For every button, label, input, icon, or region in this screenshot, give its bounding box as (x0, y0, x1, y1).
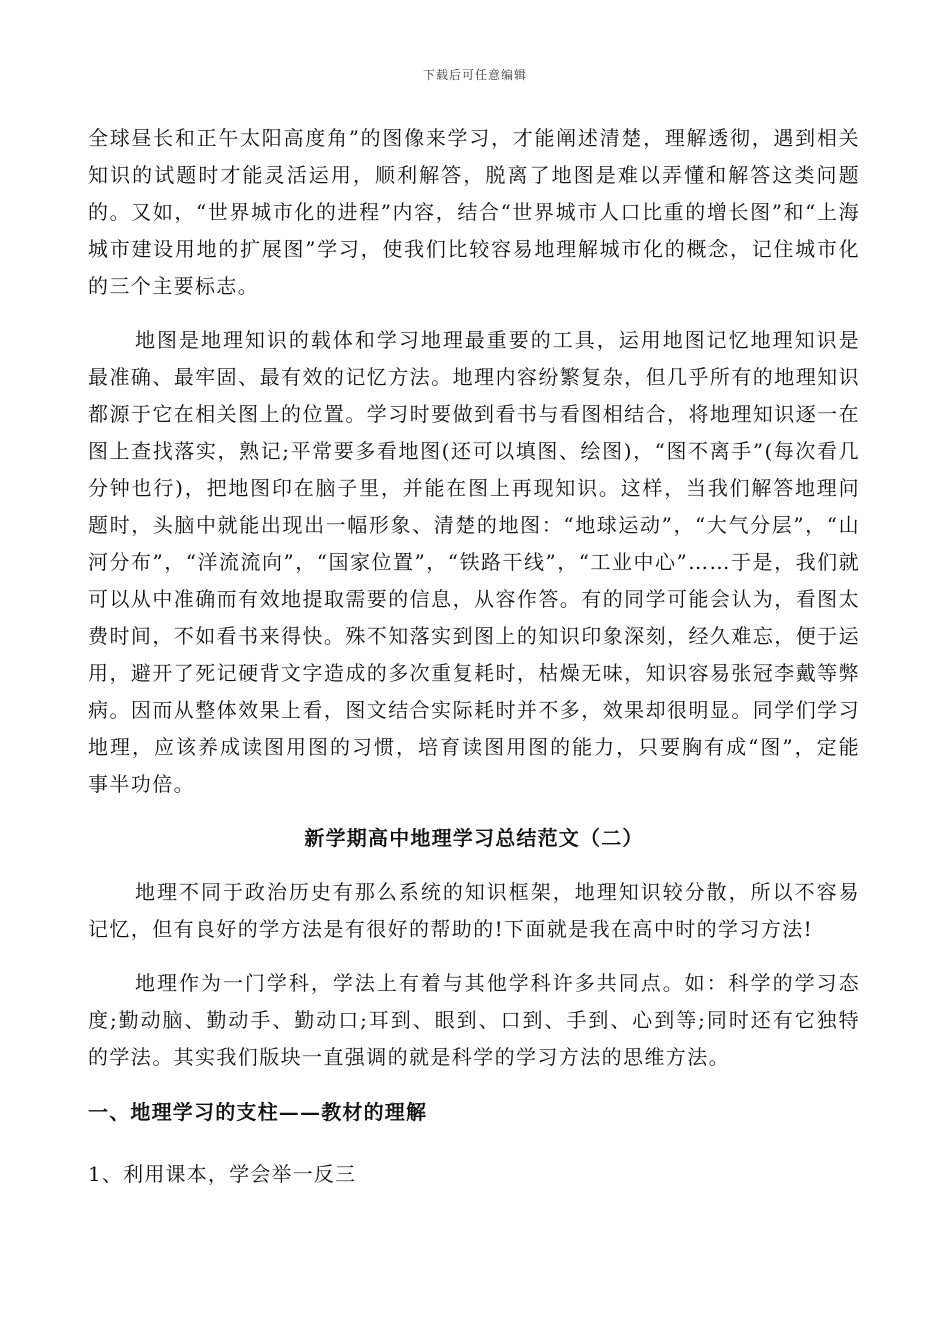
paragraph-intro: 地理不同于政治历史有那么系统的知识框架，地理知识较分散，所以不容易记忆，但有良好的学方法是有很好的帮助的!下面就是我在高中时的学习方法! (88, 880, 860, 941)
document-body (88, 120, 860, 1193)
paragraph-map-learning-continued: 全球昼长和正午太阳高度角”的图像来学习，才能阐述清楚，理解透彻，遇到相关知识的试题时才能灵活运用，顺利解答，脱离了地图是难以弄懂和解答这类问题的。又如，“世界城市化的进程”内容，结合“世界城市人口比重的增长图”和“上海城市建设用地的扩展图”学习，使我们比较容易地理解城市化的概念，记住城市化的三个主要标志。 (88, 126, 860, 298)
page-header-note: 下载后可任意编辑 (422, 68, 527, 82)
article-title: 新学期高中地理学习总结范文（二） (304, 826, 644, 850)
paragraph-map-memory: 地图是地理知识的载体和学习地理最重要的工具，运用地图记忆地理知识是最准确、最牢固、最有效的记忆方法。地理内容纷繁复杂，但几乎所有的地理知识都源于它在相关图上的位置。学习时要做到看书与看图相结合，将地理知识逐一在图上查找落实，熟记;平常要多看地图(还可以填图、绘图)，“图不离手”(每次看几分钟也行)，把地图印在脑子里，并能在图上再现知识。这样，当我们解答地理问题时，头脑中就能出现出一幅形象、清楚的地图：“地球运动”，“大气分层”，“山河分布”，“洋流流向”，“国家位置”，“铁路干线”，“工业中心”……于是，我们就可以从中准确而有效地提取需要的信息，从容作答。有的同学可能会认为，看图太费时间，不如看书来得快。殊不知落实到图上的知识印象深刻，经久难忘，便于运用，避开了死记硬背文字造成的多次重复耗时，枯燥无味，知识容易张冠李戴等弊病。因而从整体效果上看，图文结合实际耗时并不多，效果却很明显。同学们学习地理，应该养成读图用图的习惯，培育读图用图的能力，只要胸有成“图”，定能事半功倍。 (88, 328, 860, 796)
section-heading-textbook: 一、地理学习的支柱——教材的理解 (88, 1100, 428, 1124)
paragraph-methods: 地理作为一门学科，学法上有着与其他学科许多共同点。如：科学的学习态度;勤动脑、勤动手、勤动口;耳到、眼到、口到、手到、心到等;同时还有它独特的学法。其实我们版块一直强调的就是科学的学习方法的思维方法。 (88, 971, 860, 1069)
subheading-use-textbook: 1、利用课本，学会举一反三 (88, 1162, 357, 1186)
